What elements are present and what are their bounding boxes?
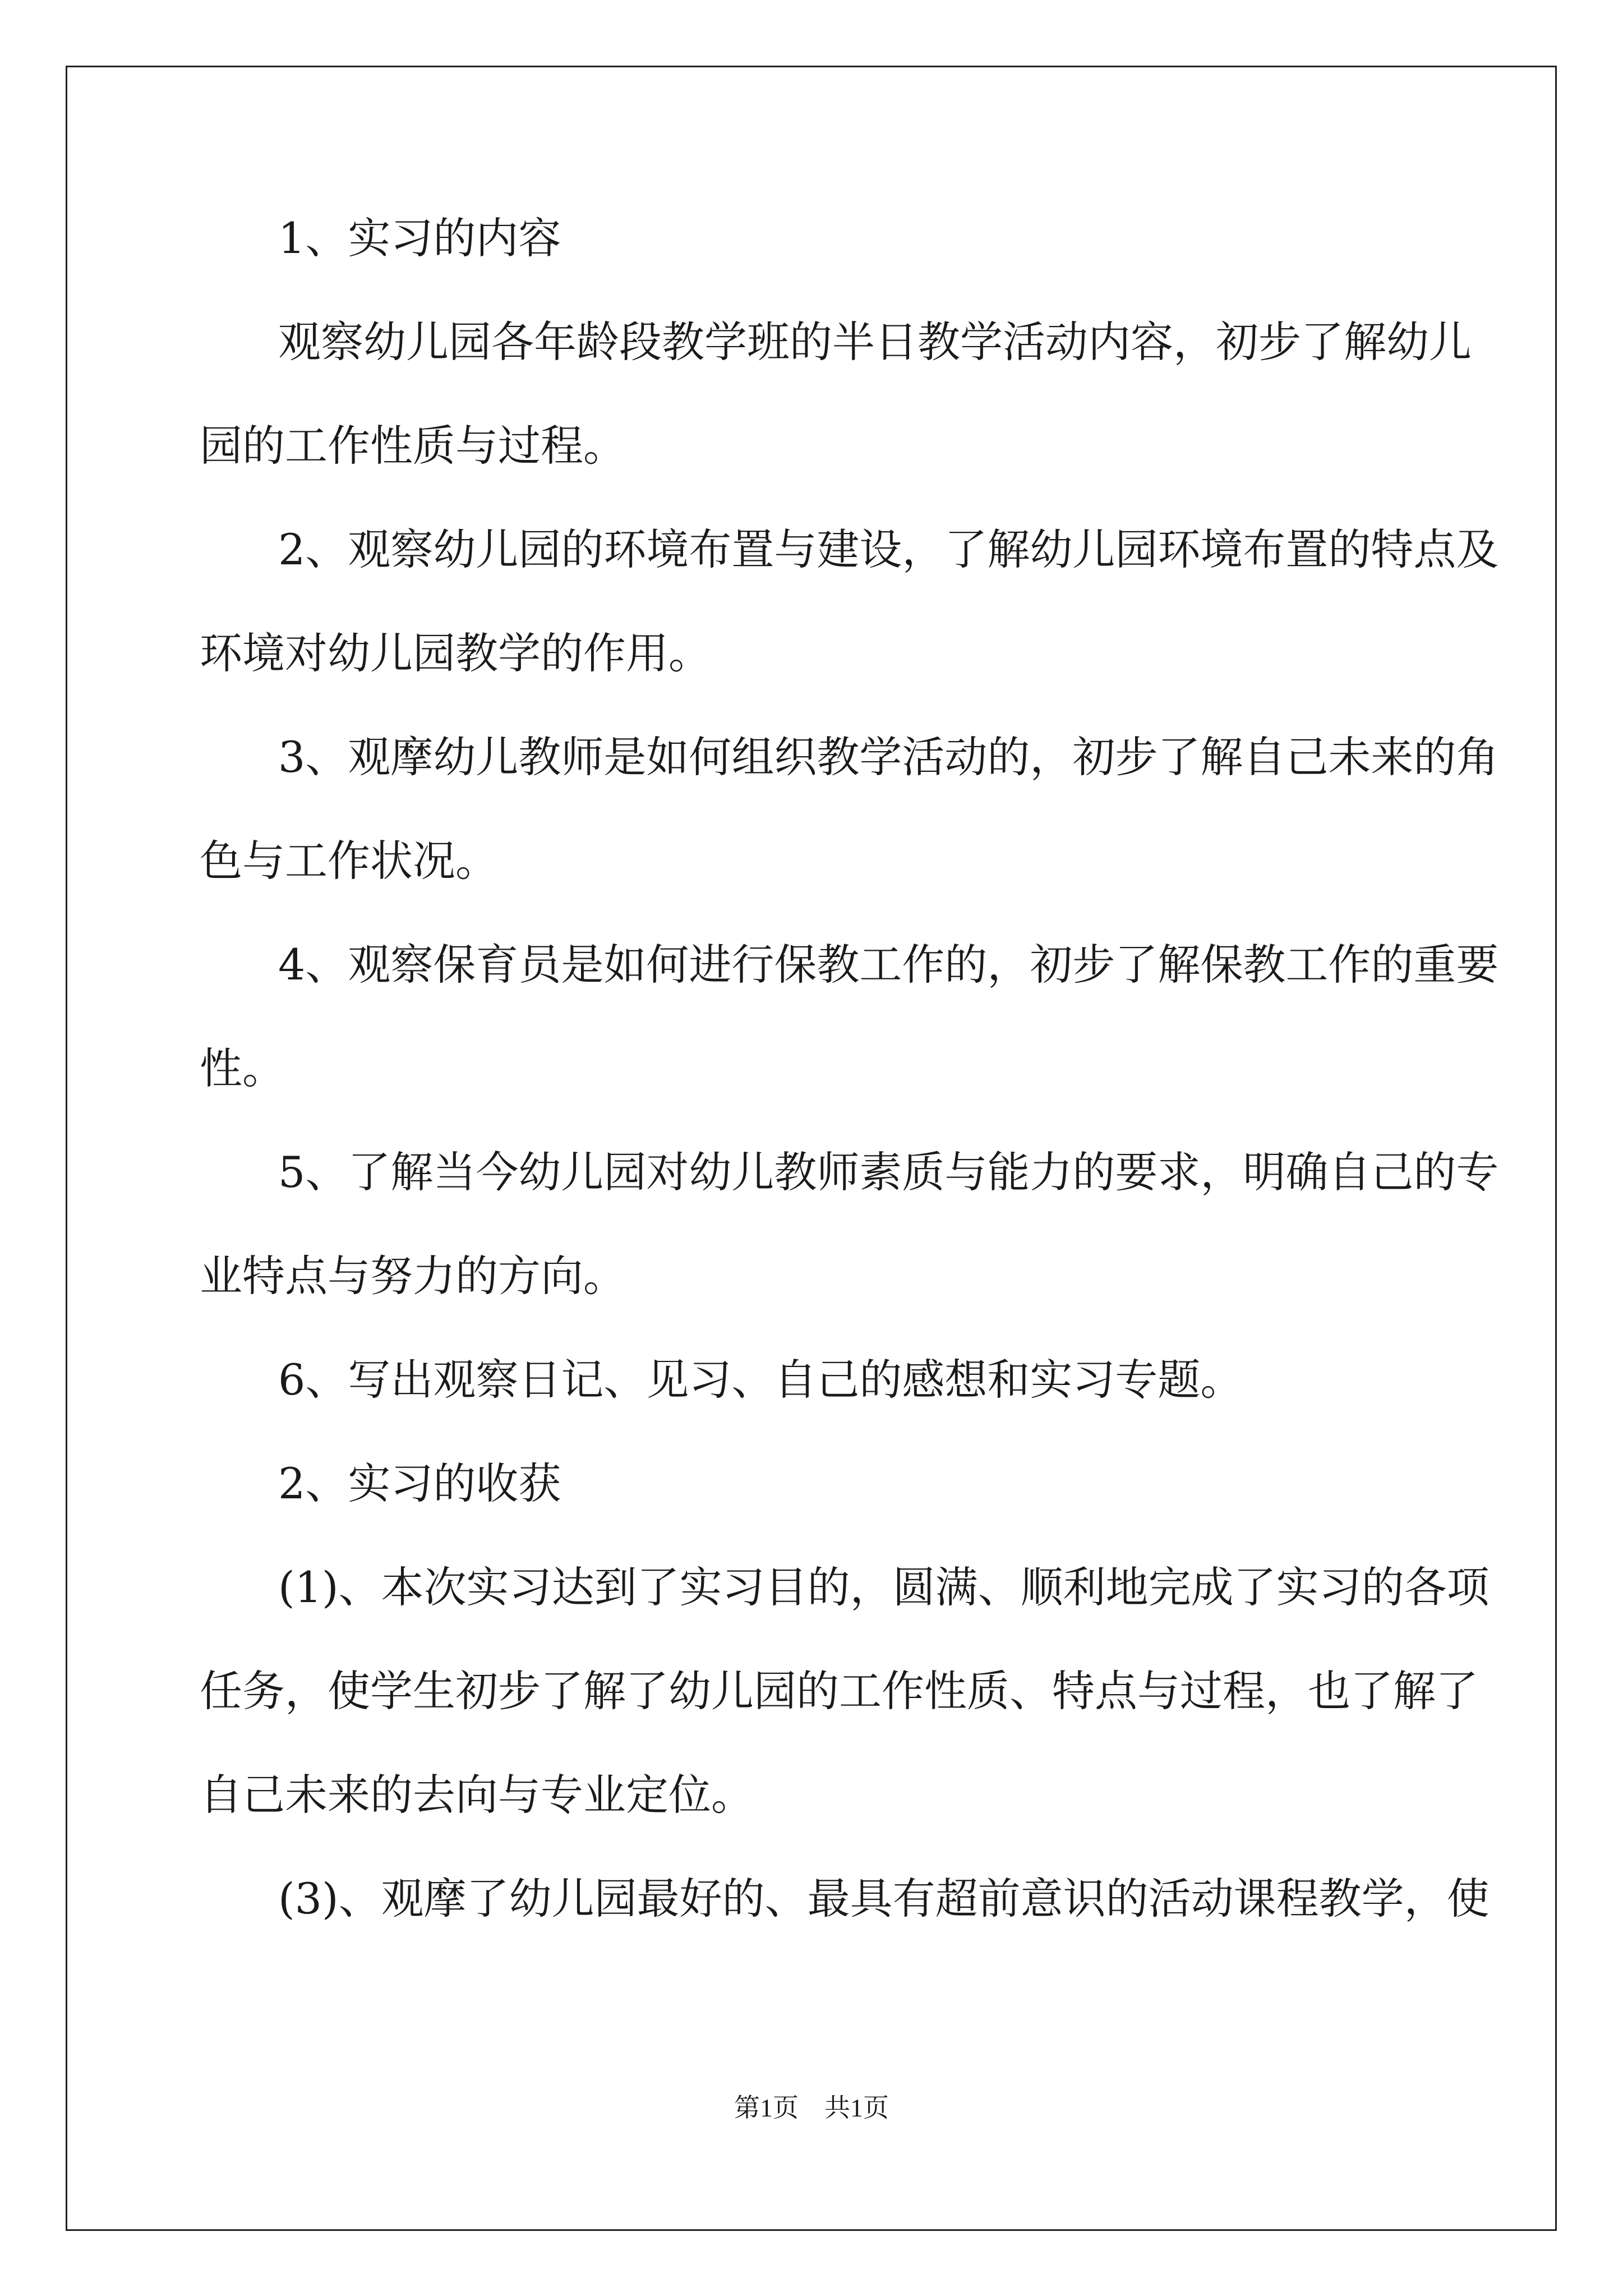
paragraph-line: 业特点与努力的方向。 bbox=[200, 1251, 626, 1301]
paragraph-line: 环境对幼儿园教学的作用。 bbox=[200, 628, 711, 678]
paragraph-line: (3)、观摩了幼儿园最好的、最具有超前意识的活动课程教学，使 bbox=[278, 1874, 1490, 1924]
paragraph-line: 性。 bbox=[200, 1043, 285, 1093]
paragraph-line: 园的工作性质与过程。 bbox=[200, 421, 626, 471]
paragraph-line: 6、写出观察日记、见习、自己的感想和实习专题。 bbox=[278, 1355, 1243, 1405]
heading-internship-gains: 2、实习的收获 bbox=[278, 1458, 561, 1508]
paragraph-line: 5、了解当今幼儿园对幼儿教师素质与能力的要求，明确自己的专 bbox=[278, 1147, 1499, 1197]
paragraph-line: 3、观摩幼儿教师是如何组织教学活动的，初步了解自己未来的角 bbox=[278, 732, 1499, 782]
page-footer: 第1页 共1页 bbox=[734, 2093, 889, 2122]
heading-internship-content: 1、实习的内容 bbox=[278, 213, 561, 263]
paragraph-line: 自己未来的去向与专业定位。 bbox=[200, 1770, 754, 1820]
paragraph-line: 观察幼儿园各年龄段教学班的半日教学活动内容，初步了解幼儿 bbox=[278, 317, 1472, 367]
paragraph-line: 任务，使学生初步了解了幼儿园的工作性质、特点与过程，也了解了 bbox=[200, 1666, 1478, 1716]
paragraph-line: 4、观察保育员是如何进行保教工作的，初步了解保教工作的重要 bbox=[278, 940, 1499, 990]
paragraph-line: 2、观察幼儿园的环境布置与建设，了解幼儿园环境布置的特点及 bbox=[278, 524, 1499, 574]
paragraph-line: 色与工作状况。 bbox=[200, 836, 498, 886]
paragraph-line: (1)、本次实习达到了实习目的，圆满、顺利地完成了实习的各项 bbox=[278, 1562, 1490, 1612]
